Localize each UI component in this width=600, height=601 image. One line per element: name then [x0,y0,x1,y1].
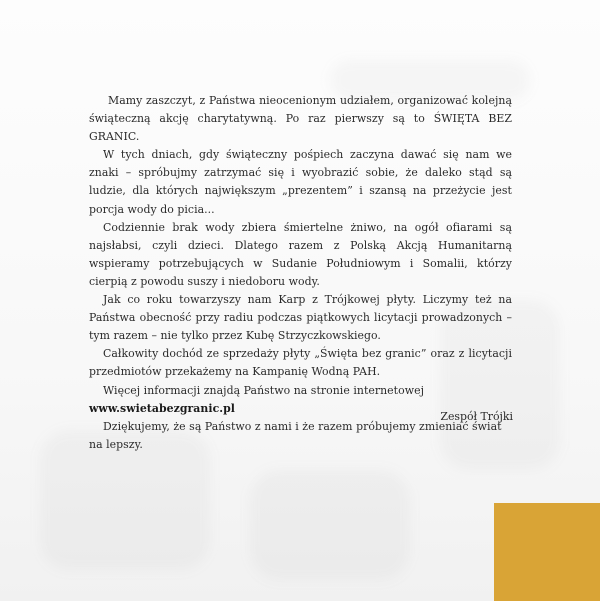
accent-color-block [494,503,600,601]
website-link[interactable]: www.swietabezgranic.pl [89,401,235,415]
paragraph-thanks: Dziękujemy, że są Państwo z nami i że razem próbujemy zmieniać świat na lepszy. [89,419,502,451]
more-info-text: Więcej informacji znajdą Państwo na stronie internetowej [103,383,425,397]
paragraph-reflection: W tych dniach, gdy świąteczny pośpiech zaczyna dawać się nam we znaki – spróbujmy zatrzymać się i wyobrazić sobie, że daleko stąd są ludzie, dla których największym „prezentem” i szansą na przeżycie jest porcja wody do picia... [89,148,512,216]
paragraph-invitation: Mamy zaszczyt, z Państwa nieocenionym udziałem, organizować kolejną świąteczną akcję charytatywną. Po raz pierwszy są to ŚWIĘTA BEZ GRANIC. [89,94,512,144]
background-photo-faint [250,470,410,580]
paragraph-water-shortage: Codziennie brak wody zbiera śmiertelne żniwo, na ogół ofiarami są najsłabsi, czyli dzieci. Dlatego razem z Polską Akcją Humanitarną wspieramy potrzebujących w Sudanie Południowym i Somalii, którzy cierpią z powodu suszy i niedoboru wody. [89,220,512,288]
letter-body [89,92,512,454]
signature: Zespół Trójki [440,410,513,423]
paragraph-income: Całkowity dochód ze sprzedaży płyty „Święta bez granic” oraz z licytacji przedmiotów przekażemy na Kampanię Wodną PAH. [89,347,512,379]
paragraph-auction: Jak co roku towarzyszy nam Karp z Trójkowej płyty. Liczymy też na Państwa obecność przy radiu podczas piątkowych licytacji prowadzonych – tym razem – nie tylko przez Kubę Strzyczkowskiego. [89,293,512,343]
